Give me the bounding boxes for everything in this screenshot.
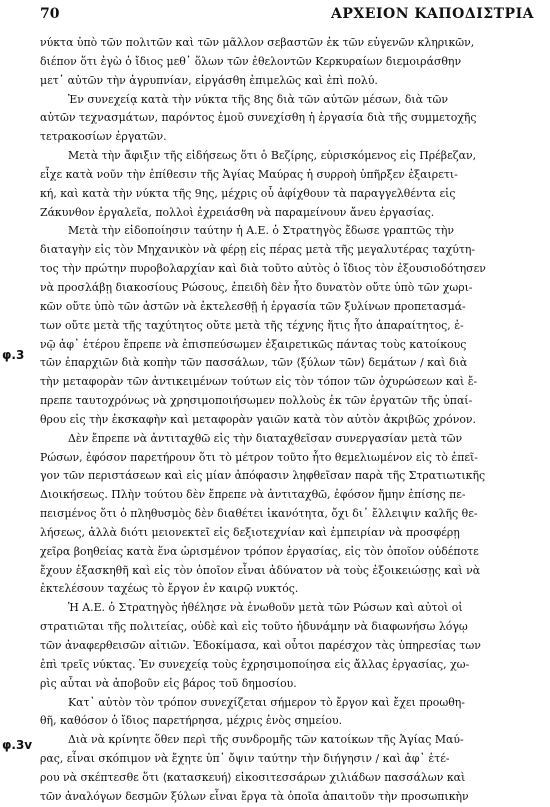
- text-line: ἐπὶ τρεῖς νύκτας. Ἐν συνεχείᾳ τοὺς ἐχρησιμοποίησα εἰς ἄλλας ἐργασίας, χω-: [40, 657, 470, 671]
- paragraph-start-line: Ἐν συνεχείᾳ κατὰ τὴν νύκτα τῆς 8ης διὰ τῶν αὐτῶν μέσων, διὰ τῶν: [68, 92, 449, 106]
- text-line: πρεπε ταυτοχρόνως νὰ χρησιμοποιήσωμεν πολλοὺς ἐκ τῶν ἐργατῶν τῆς ὑπαί-: [40, 394, 473, 408]
- paragraph-start-line: Μετὰ τὴν εἰδοποίησιν ταύτην ἡ Α.Ε. ὁ Στρατηγὸς ἔδωσε γραπτῶς τὴν: [68, 224, 454, 238]
- text-line: γον τῶν περιστάσεων καὶ εἰς μίαν ἀπόφασιν ληφθεῖσαν παρὰ τῆς Στρατιωτικῆς: [40, 469, 486, 483]
- text-line: Ρώσων, ἐφόσον παρετήρουν ὅτι τὸ μέτρον τοῦτο ἦτο θεμελιωμένον εἰς τὸ ἐπεῖ-: [40, 450, 478, 464]
- text-line: εἶχε κατὰ νοῦν τὴν ἐπίθεσιν τῆς Ἁγίας Μαύρας ἡ συρροὴ ὑπῆρξεν ἐξαιρετι-: [40, 167, 458, 181]
- paragraph-start-line: Ἡ Α.Ε. ὁ Στρατηγὸς ἠθέλησε νὰ ἑνωθοῦν μετὰ τῶν Ρώσων καὶ αὐτοὶ οἱ: [68, 601, 463, 615]
- text-line: διαταγὴν εἰς τὸν Μηχανικὸν νὰ φέρῃ εἰς πέρας μετὰ τῆς μεγαλυτέρας ταχύτη-: [40, 243, 476, 257]
- text-line: κή, καὶ κατὰ τὴν νύκτα τῆς 9ης, μέχρις οὗ ἀφίχθουν τὰ παραγγελθέντα εἰς: [40, 186, 456, 200]
- text-line: των οὔτε μετὰ τῆς ταχύτητος οὔτε μετὰ τῆς τέχνης ἥτις ἦτο ἀπαραίτητος, ἐ-: [40, 318, 464, 332]
- text-line: Ζάκυνθον ἐργαλεῖα, πολλοὶ ἐχρειάσθη νὰ παραμείνουν ἄνευ ἐργασίας.: [40, 205, 435, 219]
- text-line: Διοικήσεως. Πλὴν τούτου δὲν ἔπρεπε νὰ ἀντιταχθῶ, ἐφόσον ἤμην ἐπίσης πε-: [40, 488, 466, 502]
- margin-note-folio-3: φ.3: [2, 348, 25, 362]
- text-line: λήσεως, ἀλλὰ διότι μειονεκτεῖ εἰς δεξιοτεχνίαν καὶ ἐμπειρίαν νὰ προσφέρῃ: [40, 525, 460, 539]
- text-line: νὰ προσλάβῃ διακοσίους Ρώσους, ἐπειδὴ δὲν ἦτο δυνατὸν οὔτε ὑπὸ τῶν χωρι-: [40, 280, 473, 294]
- paragraph-start-line: Κατ᾽ αὐτὸν τὸν τρόπον συνεχίζεται σήμερον τὸ ἔργον καὶ ἔχει προωθη-: [68, 695, 465, 709]
- text-line: αὐτῶν τεχνασμάτων, παρόντος ἐμοῦ συνεχίσθη ἡ ἐργασία διὰ τῆς συμμετοχῆς: [40, 111, 477, 125]
- paragraph-start-line: Δὲν ἔπρεπε νὰ ἀντιταχθῶ εἰς τὴν διαταχθεῖσαν συνεργασίαν μετὰ τῶν: [68, 431, 463, 445]
- text-line: θρου εἰς τὴν ἐκσκαφὴν καὶ μεταφορὰν γαιῶν κατὰ τὸν αὐτὸν ἀκριβῶς χρόνον.: [40, 412, 476, 426]
- text-line: στρατιῶται τῆς πολιτείας, οὐδὲ καὶ εἰς τοῦτο ἠδυνάμην νὰ διαφωνήσω λόγῳ: [40, 620, 468, 634]
- page-header: [0, 6, 550, 26]
- paragraph-start-line: Μετὰ τὴν ἄφιξιν τῆς εἰδήσεως ὅτι ὁ Βεζίρης, εὑρισκόμενος εἰς Πρέβεζαν,: [68, 149, 477, 163]
- text-line: χεῖρα βοηθείας κατὰ ἕνα ὡρισμένον τρόπον ἐργασίας, εἰς τὸν ὁποῖον οὐδέποτε: [40, 544, 479, 558]
- text-line: τῶν ἀναφερθεισῶν αἰτιῶν. Ἐδοκίμασα, καὶ οὗτοι παρέσχον τὰς ὑπηρεσίας των: [40, 639, 481, 652]
- text-line: ἔχουν ἐξασκηθῆ καὶ εἰς τὸν ὁποῖον εἶναι ἀδύνατον νὰ τοὺς ἐξοικειώσῃς καὶ νὰ: [40, 563, 481, 577]
- text-line: τὴν μεταφορὰν τῶν ἀντικειμένων τούτων εἰς τὸν τόπον τῶν ὀχυρώσεων καὶ ἔ-: [40, 375, 478, 389]
- paragraph-start-line: Διὰ νὰ κρίνητε ὅθεν περὶ τῆς συνδρομῆς τῶν κατοίκων τῆς Ἁγίας Μαύ-: [68, 733, 464, 747]
- text-line: διέπον ὅτι ἐγὼ ὁ ἴδιος μεθ᾽ ὅλων τῶν ἐθελοντῶν Κερκυραίων διεμοιράσθην: [40, 54, 462, 68]
- text-line: τετρακοσίων ἐργατῶν.: [40, 130, 167, 144]
- text-line: θῆ, καθόσον ὁ ἴδιος παρετήρησα, μέχρις ἑνὸς σημείου.: [40, 714, 343, 728]
- text-line: ρὶς αὗται νὰ ἀποβοῦν εἰς βάρος τοῦ δημοσίου.: [40, 676, 297, 690]
- text-line: μετ᾽ αὐτῶν τὴν ἀγρυπνίαν, εἰργάσθη ἐπιμελῶς καὶ ἐπὶ πολύ.: [40, 73, 378, 87]
- text-line: νύκτα ὑπὸ τῶν πολιτῶν καὶ τῶν μᾶλλον σεβαστῶν ἐκ τῶν εὐγενῶν κληρικῶν,: [40, 36, 475, 49]
- running-title: ΑΡΧΕΙΟΝ ΚΑΠΟΔΙΣΤΡΙΑ: [331, 6, 534, 22]
- text-line: ρας, εἶναι σκόπιμον νὰ ἔχητε ὑπ᾽ ὄψιν ταύτην τὴν διήγησιν / καὶ ἀφ᾽ ἑτέ-: [40, 752, 450, 766]
- margin-note-folio-3-verso: φ.3v: [2, 738, 33, 752]
- text-line: τῶν ἐπαρχιῶν διὰ κοπὴν τῶν πασσάλων, τῶν ⟨ξύλων τῶν⟩ δεμάτων / καὶ διὰ: [40, 356, 468, 370]
- text-line: πεισμένος ὅτι ὁ πληθυσμὸς δὲν διαθέτει ἱκανότητα, ὄχι δι᾽ ἔλλειψιν καλῆς θε-: [40, 507, 478, 521]
- text-line: τῶν ἀναλόγων δεσμῶν ξύλων εἶναι ἔργα τὰ ὁποῖα ἀπαιτοῦν τὴν προσωπικὴν: [40, 789, 469, 803]
- text-line: νῷ ἀφ᾽ ἑτέρου ἔπρεπε νὰ ἐπισπεύσωμεν ἐξαιρετικῶς πάντας τοὺς κατοίκους: [40, 337, 467, 351]
- text-line: κῶν οὔτε ὑπὸ τῶν ἀστῶν νὰ ἐκτελεσθῇ ἡ ἐργασία τῶν ξυλίνων προπετασμά-: [40, 299, 466, 313]
- text-line: ἐκτελέσουν ταχέως τὸ ἔργον ἐν καιρῷ νυκτός.: [40, 582, 299, 596]
- body-text: [40, 34, 538, 807]
- text-line: ρου νὰ σκέπτεσθε ὅτι ⟨κατασκευή⟩ εἰκοσιτεσσάρων χιλιάδων πασσάλων καὶ: [40, 770, 466, 784]
- text-line: τος τὴν πρώτην πυροβολαρχίαν καὶ διὰ τοῦτο αὐτὸς ὁ ἴδιος τὸν ἐξουσιοδότησεν: [40, 262, 486, 276]
- page-number: 70: [40, 6, 60, 22]
